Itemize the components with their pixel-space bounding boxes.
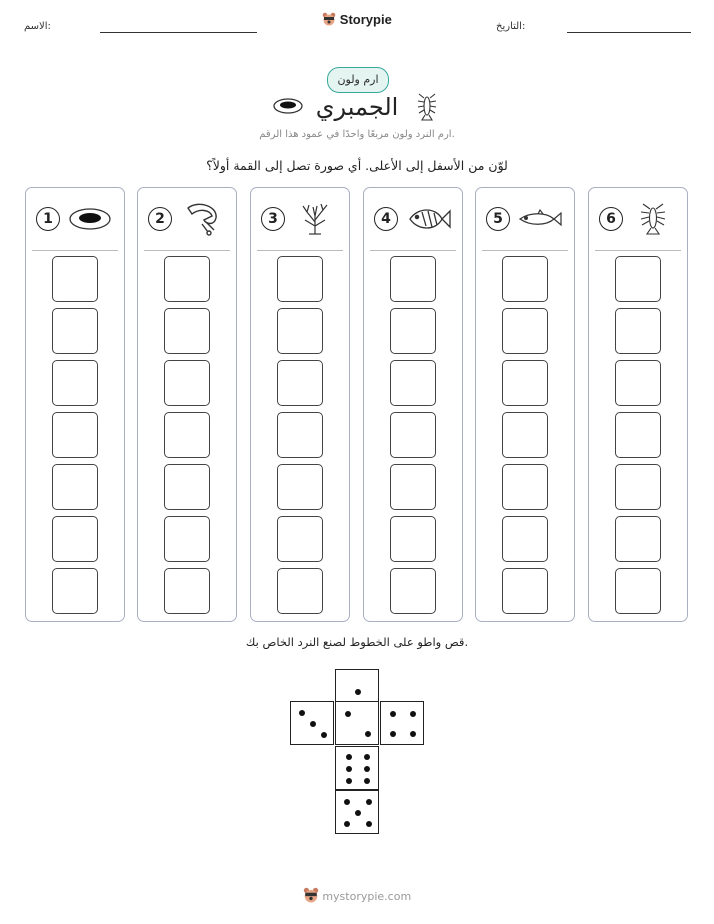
question-text: لوّن من الأسفل إلى الأعلى. أي صورة تصل إلى القمة أولاً؟ [206,158,508,173]
footer-url[interactable]: mystorypie.com [322,890,412,903]
dice-pip [344,799,350,805]
dice-pip [364,754,370,760]
dice-face-2 [335,701,379,745]
dice-pip [346,778,352,784]
color-square[interactable] [52,256,98,302]
color-square[interactable] [277,256,323,302]
cut-instruction: قص واطو على الخطوط لصنع النرد الخاص بك. [245,635,469,649]
footer [0,887,714,903]
color-square[interactable] [502,516,548,562]
dice-pip [410,731,416,737]
dice-face-3 [290,701,334,745]
color-square[interactable] [390,256,436,302]
dice-pip [365,731,371,737]
column-number: 5 [486,207,510,231]
color-square[interactable] [164,568,210,614]
color-square[interactable] [52,360,98,406]
color-square[interactable] [615,412,661,458]
column-number: 1 [36,207,60,231]
dice-pip [299,710,305,716]
color-square[interactable] [164,516,210,562]
dice-pip [346,754,352,760]
color-square[interactable] [390,412,436,458]
color-square[interactable] [52,568,98,614]
color-square[interactable] [277,568,323,614]
color-square[interactable] [164,412,210,458]
color-square[interactable] [52,308,98,354]
dice-pip [390,731,396,737]
column-divider [257,250,343,251]
page-subtitle: ارم النرد ولون مربعًا واحدًا في عمود هذا الرقم. [259,129,455,140]
color-square[interactable] [277,516,323,562]
color-square[interactable] [390,308,436,354]
color-square[interactable] [52,412,98,458]
dice-pip [321,732,327,738]
color-square[interactable] [164,360,210,406]
tuna-icon [516,202,564,236]
dice-pip [310,721,316,727]
color-square[interactable] [390,516,436,562]
dice-face-4 [380,701,424,745]
dice-pip [366,799,372,805]
coral-icon [291,202,339,236]
color-square[interactable] [502,412,548,458]
dice-pip [390,711,396,717]
lobster-icon [629,202,677,236]
column-number: 2 [148,207,172,231]
color-square[interactable] [277,308,323,354]
column-number: 6 [599,207,623,231]
color-square[interactable] [615,464,661,510]
column-5 [475,187,575,622]
column-divider [370,250,456,251]
date-label: التاريخ: [496,21,526,32]
dice-pip [355,689,361,695]
color-square[interactable] [502,360,548,406]
column-divider [595,250,681,251]
dice-pip [355,810,361,816]
column-divider [32,250,118,251]
bear-logo-icon [322,12,336,26]
color-square[interactable] [615,308,661,354]
dice-pip [410,711,416,717]
brand-logo [0,12,714,27]
activity-badge: ارم ولون [327,67,389,93]
dice-pip [364,778,370,784]
date-line[interactable] [567,32,691,33]
color-square[interactable] [502,568,548,614]
name-label: الاسم: [24,21,51,32]
color-square[interactable] [277,360,323,406]
color-square[interactable] [164,464,210,510]
column-4 [363,187,463,622]
color-square[interactable] [390,568,436,614]
color-square[interactable] [390,360,436,406]
color-square[interactable] [390,464,436,510]
color-square[interactable] [52,464,98,510]
dice-pip [364,766,370,772]
color-square[interactable] [164,256,210,302]
color-square[interactable] [164,308,210,354]
column-1 [25,187,125,622]
color-square[interactable] [502,464,548,510]
color-square[interactable] [615,516,661,562]
dice-face-5 [335,790,379,834]
dice-pip [346,766,352,772]
dice-pip [366,821,372,827]
dice-pip [344,821,350,827]
dice-net [290,669,425,835]
color-square[interactable] [615,360,661,406]
clam-icon [66,202,114,236]
column-divider [482,250,568,251]
footer-bear-icon [303,887,319,903]
fish-icon [404,202,452,236]
color-square[interactable] [277,464,323,510]
dice-face-6 [335,746,379,790]
lobster-title-icon [412,92,442,126]
color-square[interactable] [615,256,661,302]
column-divider [144,250,230,251]
page-title: الجمبري [315,93,399,121]
color-square[interactable] [502,308,548,354]
color-square[interactable] [502,256,548,302]
column-6 [588,187,688,622]
color-square[interactable] [277,412,323,458]
column-number: 3 [261,207,285,231]
brand-name: Storypie [339,12,392,27]
column-number: 4 [374,207,398,231]
column-3 [250,187,350,622]
color-square[interactable] [52,516,98,562]
color-square[interactable] [615,568,661,614]
claw-icon [178,202,226,236]
dice-pip [345,711,351,717]
column-2 [137,187,237,622]
name-line[interactable] [100,32,257,33]
